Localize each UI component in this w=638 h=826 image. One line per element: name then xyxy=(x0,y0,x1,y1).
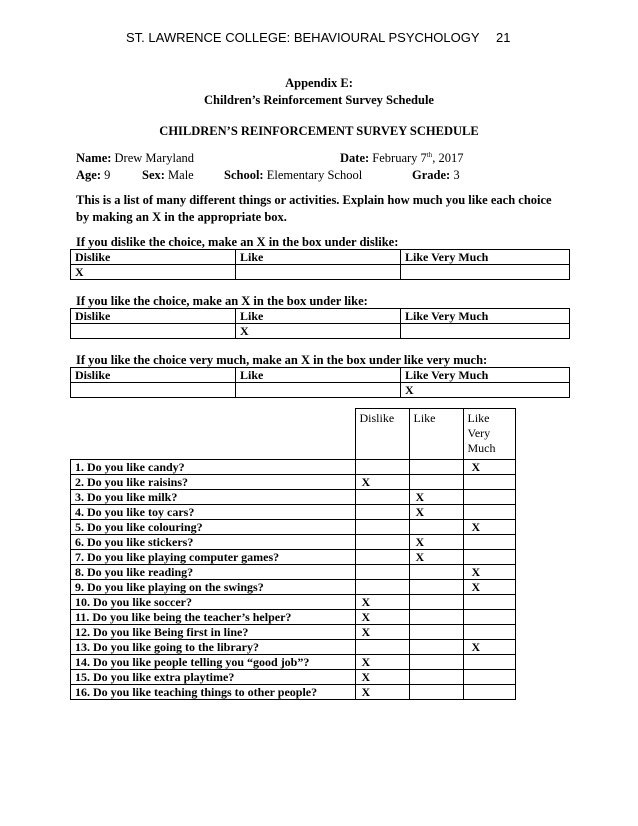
survey-answer-cell: X xyxy=(463,460,515,475)
example-mark xyxy=(236,265,401,280)
survey-row xyxy=(71,550,516,565)
example-mark xyxy=(71,383,236,398)
school-line xyxy=(224,168,362,183)
survey-answer-cell: X xyxy=(355,475,409,490)
school-label: School: xyxy=(224,168,264,182)
survey-answer-cell: X xyxy=(409,505,463,520)
survey-question: 16. Do you like teaching things to other people? xyxy=(71,685,356,700)
example-mark: X xyxy=(401,383,570,398)
survey-question: 6. Do you like stickers? xyxy=(71,535,356,550)
example-1-text: If you dislike the choice, make an X in the box under dislike: xyxy=(76,235,399,249)
survey-answer-cell xyxy=(463,550,515,565)
example-mark xyxy=(401,265,570,280)
survey-answer-cell: X xyxy=(409,535,463,550)
question-header xyxy=(71,409,356,460)
survey-question: 12. Do you like Being first in line? xyxy=(71,625,356,640)
example-3-text: If you like the choice very much, make an X in the box under like very much: xyxy=(76,353,488,367)
survey-question: 4. Do you like toy cars? xyxy=(71,505,356,520)
col-like-very-much-line1: Like xyxy=(467,411,490,425)
survey-answer-cell xyxy=(409,580,463,595)
survey-answer-cell xyxy=(355,460,409,475)
survey-answer-cell xyxy=(355,640,409,655)
col-like-very-much: Like Very Much xyxy=(401,250,570,265)
date-year: , 2017 xyxy=(432,151,464,166)
survey-answer-cell xyxy=(355,520,409,535)
survey-answer-cell xyxy=(355,565,409,580)
survey-answer-cell: X xyxy=(355,685,409,700)
survey-answer-cell xyxy=(355,580,409,595)
survey-answer-cell xyxy=(355,505,409,520)
appendix-title: Children’s Reinforcement Survey Schedule xyxy=(204,93,434,107)
col-like: Like xyxy=(236,309,401,324)
survey-answer-cell: X xyxy=(463,640,515,655)
survey-answer-cell: X xyxy=(463,565,515,580)
survey-answer-cell xyxy=(463,505,515,520)
age-label: Age: xyxy=(76,168,101,182)
name-label: Name: xyxy=(76,151,112,165)
survey-answer-cell xyxy=(463,610,515,625)
survey-answer-cell xyxy=(463,595,515,610)
name-line xyxy=(76,151,194,166)
survey-table xyxy=(70,408,516,700)
col-dislike: Dislike xyxy=(71,368,236,383)
survey-answer-cell xyxy=(409,610,463,625)
example-2-table xyxy=(70,308,570,339)
survey-row xyxy=(71,475,516,490)
sex-label: Sex: xyxy=(142,168,165,182)
survey-row xyxy=(71,670,516,685)
survey-answer-cell: X xyxy=(355,655,409,670)
survey-question: 2. Do you like raisins? xyxy=(71,475,356,490)
grade-label: Grade: xyxy=(412,168,451,182)
example-3-table xyxy=(70,367,570,398)
survey-row xyxy=(71,655,516,670)
survey-row xyxy=(71,505,516,520)
name-value: Drew Maryland xyxy=(114,151,195,165)
example-mark xyxy=(236,383,401,398)
col-dislike: Dislike xyxy=(71,309,236,324)
col-like-very-much-line3: Much xyxy=(467,441,496,455)
survey-answer-cell xyxy=(463,475,515,490)
age-line xyxy=(76,168,110,183)
survey-answer-cell xyxy=(409,460,463,475)
survey-answer-cell xyxy=(409,670,463,685)
col-like: Like xyxy=(409,409,463,460)
survey-answer-cell: X xyxy=(355,670,409,685)
grade-line xyxy=(412,168,460,183)
survey-answer-cell xyxy=(409,520,463,535)
survey-row xyxy=(71,565,516,580)
survey-answer-cell xyxy=(409,475,463,490)
survey-answer-cell xyxy=(409,655,463,670)
age-value: 9 xyxy=(104,168,111,182)
survey-question: 14. Do you like people telling you “good job”? xyxy=(71,655,356,670)
col-dislike: Dislike xyxy=(355,409,409,460)
survey-answer-cell xyxy=(463,670,515,685)
date-suffix: th xyxy=(426,151,433,159)
example-mark: X xyxy=(71,265,236,280)
survey-answer-cell xyxy=(409,625,463,640)
survey-row xyxy=(71,595,516,610)
survey-question: 1. Do you like candy? xyxy=(71,460,356,475)
survey-question: 11. Do you like being the teacher’s helper? xyxy=(71,610,356,625)
survey-answer-cell: X xyxy=(355,595,409,610)
example-2-text: If you like the choice, make an X in the box under like: xyxy=(76,294,368,308)
col-like-very-much: Like Very Much xyxy=(401,368,570,383)
survey-question: 10. Do you like soccer? xyxy=(71,595,356,610)
survey-question: 5. Do you like colouring? xyxy=(71,520,356,535)
survey-answer-cell xyxy=(463,655,515,670)
example-mark xyxy=(71,324,236,339)
col-like-very-much-line2: Very xyxy=(467,426,491,440)
survey-answer-cell xyxy=(409,595,463,610)
col-like-very-much xyxy=(463,409,515,460)
survey-answer-cell xyxy=(355,550,409,565)
example-mark: X xyxy=(236,324,401,339)
survey-row xyxy=(71,535,516,550)
col-like: Like xyxy=(236,368,401,383)
survey-header-row xyxy=(71,409,516,460)
survey-answer-cell xyxy=(463,490,515,505)
survey-question: 7. Do you like playing computer games? xyxy=(71,550,356,565)
survey-answer-cell: X xyxy=(355,610,409,625)
survey-answer-cell xyxy=(355,490,409,505)
col-like-very-much: Like Very Much xyxy=(401,309,570,324)
running-header-title: ST. LAWRENCE COLLEGE: BEHAVIOURAL PSYCHOLOGY xyxy=(126,30,480,45)
survey-title: CHILDREN’S REINFORCEMENT SURVEY SCHEDULE xyxy=(159,124,479,138)
survey-question: 15. Do you like extra playtime? xyxy=(71,670,356,685)
survey-question: 13. Do you like going to the library? xyxy=(71,640,356,655)
date-value: February 7 xyxy=(372,151,427,166)
col-dislike: Dislike xyxy=(71,250,236,265)
survey-question: 9. Do you like playing on the swings? xyxy=(71,580,356,595)
survey-answer-cell: X xyxy=(463,580,515,595)
survey-answer-cell: X xyxy=(463,520,515,535)
survey-answer-cell xyxy=(463,625,515,640)
instructions: This is a list of many different things or activities. Explain how much you like each choice by making an X in the appropriate box. xyxy=(76,193,552,224)
school-value: Elementary School xyxy=(266,168,363,182)
survey-row xyxy=(71,640,516,655)
appendix-label: Appendix E: xyxy=(285,76,353,90)
survey-answer-cell xyxy=(355,535,409,550)
survey-answer-cell: X xyxy=(409,490,463,505)
survey-answer-cell xyxy=(463,685,515,700)
survey-answer-cell: X xyxy=(409,550,463,565)
survey-row xyxy=(71,610,516,625)
col-like: Like xyxy=(236,250,401,265)
sex-line xyxy=(142,168,194,183)
survey-answer-cell xyxy=(409,640,463,655)
survey-row xyxy=(71,520,516,535)
survey-answer-cell xyxy=(463,535,515,550)
survey-answer-cell xyxy=(409,565,463,580)
sex-value: Male xyxy=(168,168,194,182)
survey-answer-cell: X xyxy=(355,625,409,640)
example-1-table xyxy=(70,249,570,280)
grade-value: 3 xyxy=(453,168,460,182)
date-line xyxy=(340,151,463,166)
date-label: Date: xyxy=(340,151,370,166)
survey-answer-cell xyxy=(409,685,463,700)
survey-row xyxy=(71,625,516,640)
survey-row xyxy=(71,460,516,475)
survey-row xyxy=(71,685,516,700)
survey-row xyxy=(71,580,516,595)
example-mark xyxy=(401,324,570,339)
survey-row xyxy=(71,490,516,505)
survey-question: 3. Do you like milk? xyxy=(71,490,356,505)
survey-question: 8. Do you like reading? xyxy=(71,565,356,580)
page-number: 21 xyxy=(496,30,511,45)
